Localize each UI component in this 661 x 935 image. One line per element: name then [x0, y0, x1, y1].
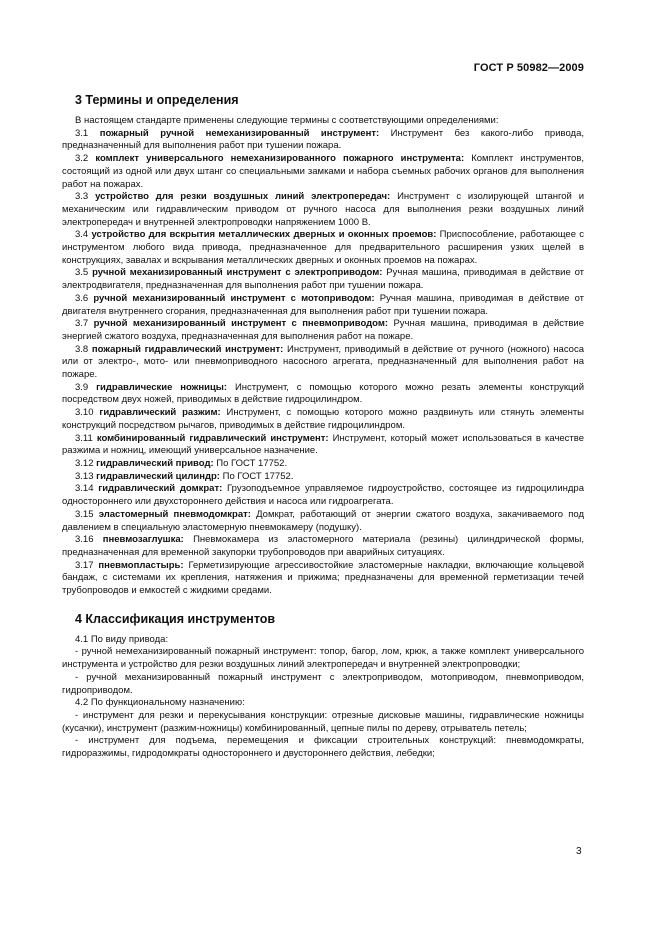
term-entry [62, 229, 584, 267]
term-entry [62, 509, 584, 534]
page-number: 3 [576, 846, 582, 857]
term-entry [62, 382, 584, 407]
section-3-intro: В настоящем стандарте применены следующие термины с соответствующими определениями: [75, 115, 499, 126]
term-entry [62, 344, 584, 382]
term-name: пожарный гидравлический инструмент: [91, 343, 284, 355]
term-number: 3.17 [75, 559, 94, 571]
term-number: 3.14 [75, 483, 94, 495]
term-number: 3.15 [75, 508, 94, 520]
term-definition: Пневмокамера из эластомерного материала (резины) цилиндрической формы, предназначенная для временной закупорки трубопроводов при аварийных ситуациях. [62, 534, 584, 558]
term-definition: Инструмент с изолирующей штангой и механическим или гидравлическим приводом от ручного насоса для выполнения резки воздушных линий электропередач и внутренней электропроводки напряжением 1000 В. [62, 191, 585, 228]
classification-item: - ручной немеханизированный пожарный инструмент: топор, багор, лом, крюк, а также комплект универсального инструмента и устройство для резки воздушных линий электропередач и внутренней электропроводки; [62, 646, 584, 671]
term-name: гидравлический цилиндр: [96, 470, 220, 482]
term-entry [62, 471, 584, 484]
term-name: пневмозаглушка: [102, 534, 184, 546]
classification-item: - инструмент для резки и перекусывания конструкции: отрезные дисковые машины, гидравлические ножницы (кусачки), инструмент (разжим-ножницы) комбинированный, цепные пилы по дереву, отрыватель петель; [62, 709, 584, 734]
term-definition: Инструмент, приводимый в действие от ручного (ножного) насоса или от электро-, мото- или пневмоприводного насосного агрегата, предназначенный для выполнения работ на пожаре. [62, 343, 585, 381]
term-name: пожарный ручной немеханизированный инструмент: [99, 127, 380, 139]
term-name: гидравлические ножницы: [96, 381, 228, 393]
term-name: гидравлический домкрат: [98, 483, 223, 495]
term-number: 3.1 [75, 127, 89, 139]
term-number: 3.16 [75, 534, 94, 546]
standard-number: ГОСТ Р 50982—2009 [473, 62, 584, 74]
term-name: пневмопластырь: [98, 559, 184, 571]
term-definition: Грузоподъемное управляемое гидроустройство, состоящее из гидроцилиндра одностороннего или двухстороннего действия и насоса или гидроагрегата. [62, 483, 584, 508]
term-number: 3.10 [75, 407, 94, 419]
term-number: 3.8 [75, 343, 89, 355]
term-name: комбинированный гидравлический инструмент: [96, 432, 329, 444]
term-name: устройство для резки воздушных линий электропередач: [95, 191, 391, 203]
term-number: 3.6 [75, 292, 89, 304]
term-definition: Комплект инструментов, состоящий из одной или двух штанг со специальными замками и набора съемных рабочих органов для выполнения работ на пожарах. [62, 153, 585, 190]
term-number: 3.2 [75, 153, 89, 165]
term-name: ручной механизированный инструмент с мотоприводом: [93, 292, 375, 304]
classification-item: - ручной механизированный пожарный инструмент с электроприводом, мотоприводом, пневмоприводом, гидроприводом. [62, 671, 584, 696]
term-entry [62, 560, 584, 598]
term-definition: Ручная машина, приводимая в действие от электродвигателя, предназначенная для выполнения работ при тушении пожара. [62, 267, 584, 292]
term-definition: Инструмент, с помощью которого можно раздвинуть или стянуть элементы конструкций посредством рычагов, приводимых в действие гидроцилиндром. [62, 407, 585, 431]
term-entry [62, 458, 584, 471]
term-number: 3.3 [75, 191, 89, 203]
term-definition: По ГОСТ 17752. [216, 457, 288, 469]
term-entry [62, 433, 584, 458]
term-entry [62, 483, 584, 508]
term-number: 3.9 [75, 381, 89, 393]
term-name: устройство для вскрытия металлических дверных и оконных проемов: [91, 229, 437, 241]
term-number: 3.12 [75, 457, 94, 469]
term-definition: Ручная машина, приводимая в действие от двигателя внутреннего сгорания, предназначенная для выполнения работ при тушении пожара. [62, 292, 585, 317]
classification-list [62, 634, 584, 761]
term-name: ручной механизированный инструмент с электроприводом: [92, 267, 383, 279]
document-body [62, 93, 584, 761]
term-name: комплект универсального немеханизированного пожарного инструмента: [95, 153, 465, 165]
term-definition: Инструмент, который может использоваться в качестве разжима и ножниц, имеющий универсальное назначение. [62, 432, 585, 457]
term-definition: Приспособление, работающее с инструментом любого вида привода, предназначенное для предварительного расширения узких щелей в конструкциях, завалах и вскрывания металлических дверных и оконных проемов на пожарах. [62, 229, 585, 266]
term-name: гидравлический разжим: [99, 407, 221, 419]
term-entry [62, 407, 584, 432]
classification-item: - инструмент для подъема, перемещения и фиксации строительных конструкций: пневмодомкраты, гидроразжимы, гидродомкраты одностороннего и двустороннего действия, лебедки; [62, 735, 584, 760]
term-entry [62, 267, 584, 292]
term-entry [62, 191, 584, 229]
term-name: гидравлический привод: [96, 457, 214, 469]
section-3-title: 3 Термины и определения [75, 93, 239, 107]
term-number: 3.13 [75, 470, 94, 482]
term-definition: По ГОСТ 17752. [222, 470, 294, 482]
term-entry [62, 128, 584, 153]
term-entry [62, 293, 584, 318]
term-name: ручной механизированный инструмент с пневмоприводом: [93, 318, 389, 330]
term-definition: Домкрат, работающий от энергии сжатого воздуха, закачиваемого под давлением в специальную эластомерную пневмокамеру (подушку). [62, 508, 584, 533]
term-name: эластомерный пневмодомкрат: [98, 508, 251, 520]
terms-list [62, 128, 584, 598]
term-definition: Ручная машина, приводимая в действие энергией сжатого воздуха, предназначенная для выполнения работ на пожаре. [62, 318, 585, 342]
term-definition: Инструмент, с помощью которого можно резать элементы конструкций посредством двух ножей, приводимых в действие гидроцилиндром. [62, 381, 585, 406]
classification-item: 4.2 По функциональному назначению: [75, 697, 245, 709]
term-definition: Инструмент без какого-либо привода, предназначенный для выполнения работ при тушении пожара. [62, 127, 585, 152]
term-definition: Герметизирующие агрессивостойкие эластомерные накладки, включающие кольцевой бандаж, с системами их крепления, натяжения и прижима; предназначены для временной герметизации течей трубопроводов и емкостей с жидкими средами. [62, 559, 585, 597]
term-entry [62, 153, 584, 191]
term-number: 3.5 [75, 267, 89, 279]
term-number: 3.7 [75, 318, 89, 330]
term-entry [62, 534, 584, 559]
term-number: 3.4 [75, 229, 89, 241]
term-number: 3.11 [75, 432, 93, 444]
section-4-title: 4 Классификация инструментов [75, 611, 276, 626]
classification-item: 4.1 По виду привода: [75, 633, 169, 645]
term-entry [62, 318, 584, 343]
